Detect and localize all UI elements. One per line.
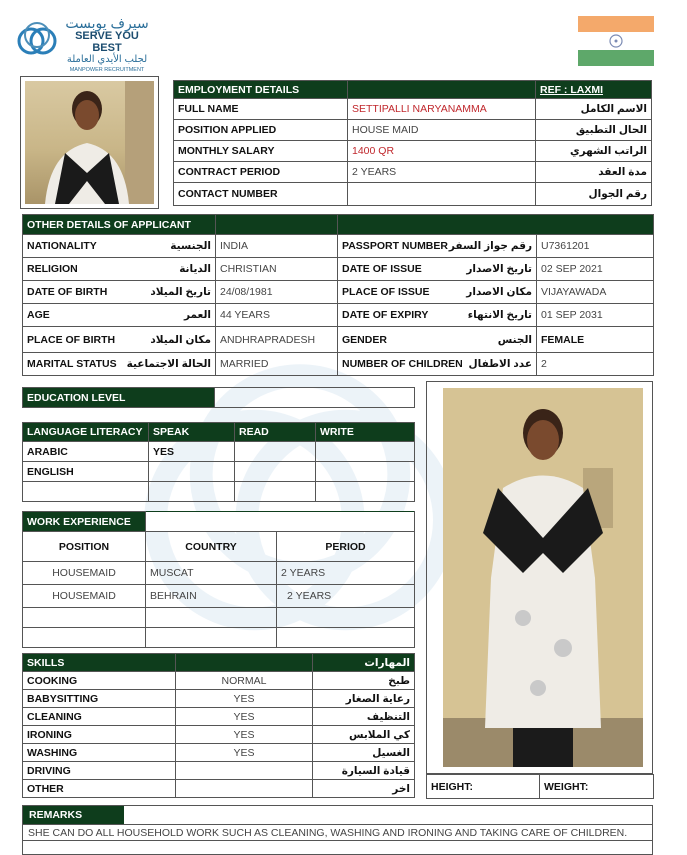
skill-label: COOKING [23, 672, 176, 690]
other-label-2: NUMBER OF CHILDREN [342, 358, 463, 370]
value-monthly-salary: 1400 QR [348, 141, 536, 162]
language-read [235, 442, 316, 462]
language-row [23, 442, 415, 462]
work-position [23, 608, 146, 628]
work-column-header: PERIOD [277, 532, 415, 562]
other-value: 44 YEARS [216, 304, 338, 327]
other-label-2: DATE OF EXPIRY [342, 309, 429, 321]
work-row [23, 585, 415, 608]
other-label-ar: مكان الميلاد [150, 333, 211, 346]
other-label: AGE [27, 309, 50, 321]
work-position: HOUSEMAID [23, 562, 146, 585]
other-details-row [23, 304, 654, 327]
skill-row [23, 708, 415, 726]
language-header: WRITE [316, 423, 415, 442]
other-value: INDIA [216, 235, 338, 258]
skill-row [23, 762, 415, 780]
weight-label: WEIGHT: [540, 775, 654, 799]
skill-label: WASHING [23, 744, 176, 762]
other-label: RELIGION [27, 263, 78, 275]
applicant-photo-small [20, 76, 159, 209]
other-details-row [23, 327, 654, 353]
skills-header-ar: المهارات [313, 654, 415, 672]
skill-row [23, 780, 415, 798]
other-label-cell-2 [338, 281, 537, 304]
education-table [22, 387, 415, 408]
work-period: 2 YEARS [277, 562, 415, 585]
language-speak [149, 482, 235, 502]
other-label-2-ar: مكان الاصدار [466, 286, 532, 298]
language-read [235, 462, 316, 482]
other-label-ar: الحالة الاجتماعية [126, 358, 211, 370]
other-details-header: OTHER DETAILS OF APPLICANT [23, 215, 216, 235]
language-header: LANGUAGE LITERACY [23, 423, 149, 442]
skill-value: YES [176, 726, 313, 744]
skill-label: IRONING [23, 726, 176, 744]
language-row [23, 462, 415, 482]
other-value-2: 02 SEP 2021 [537, 258, 654, 281]
other-label-2-ar: تاريخ الاصدار [466, 263, 532, 275]
other-label-cell [23, 304, 216, 327]
other-details-row [23, 235, 654, 258]
remarks-header: REMARKS [23, 806, 124, 824]
logo-arabic-sub: لجلب الأيدي العاملة [66, 54, 148, 65]
other-label-cell [23, 353, 216, 376]
skill-label-ar: اخر [313, 780, 415, 798]
other-label-cell [23, 327, 216, 353]
other-label-ar: العمر [183, 309, 211, 321]
other-label-2-ar: رقم جواز السفر [448, 240, 532, 252]
ar-contract-period: مدة العقد [536, 162, 652, 183]
ar-contact-number: رقم الجوال [536, 183, 652, 206]
skills-table [22, 653, 415, 798]
work-position [23, 628, 146, 648]
work-country [146, 608, 277, 628]
skill-label-ar: التنظيف [313, 708, 415, 726]
language-name: ARABIC [23, 442, 149, 462]
ar-full-name: الاسم الكامل [536, 99, 652, 120]
other-details-row [23, 281, 654, 304]
skill-row [23, 690, 415, 708]
employment-header: EMPLOYMENT DETAILS [174, 81, 348, 99]
language-write [316, 482, 415, 502]
other-value: CHRISTIAN [216, 258, 338, 281]
work-column-header: POSITION [23, 532, 146, 562]
skill-label-ar: طبخ [313, 672, 415, 690]
value-full-name: SETTIPALLI NARYANAMMA [348, 99, 536, 120]
other-label-ar: تاريخ الميلاد [150, 286, 211, 298]
work-period: 2 YEARS [277, 585, 415, 608]
language-name [23, 482, 149, 502]
other-label-cell-2 [338, 304, 537, 327]
label-contract-period: CONTRACT PERIOD [174, 162, 348, 183]
other-label-2: PLACE OF ISSUE [342, 286, 430, 298]
skill-row [23, 744, 415, 762]
skill-value [176, 780, 313, 798]
work-row [23, 608, 415, 628]
other-label-ar: الجنسية [170, 240, 211, 252]
skill-row [23, 726, 415, 744]
value-position-applied: HOUSE MAID [348, 120, 536, 141]
other-label-cell-2 [338, 353, 537, 376]
other-details-row [23, 353, 654, 376]
skill-value: YES [176, 708, 313, 726]
skill-value: NORMAL [176, 672, 313, 690]
ar-monthly-salary: الراتب الشهري [536, 141, 652, 162]
employment-details-table [173, 80, 652, 206]
work-position: HOUSEMAID [23, 585, 146, 608]
language-write [316, 442, 415, 462]
skill-row [23, 672, 415, 690]
other-label-2: PASSPORT NUMBER [342, 240, 448, 252]
language-speak: YES [149, 442, 235, 462]
language-read [235, 482, 316, 502]
language-table [22, 422, 415, 502]
work-row [23, 628, 415, 648]
other-label-ar: الديانة [179, 263, 211, 275]
skill-value [176, 762, 313, 780]
work-period [277, 608, 415, 628]
skill-value: YES [176, 744, 313, 762]
logo-knot-icon [14, 18, 60, 64]
other-label: PLACE OF BIRTH [27, 333, 116, 346]
other-label: MARITAL STATUS [27, 358, 117, 370]
other-details-row [23, 258, 654, 281]
label-full-name: FULL NAME [174, 99, 348, 120]
label-contact-number: CONTACT NUMBER [174, 183, 348, 206]
other-label-2-ar: عدد الاطفال [468, 358, 532, 370]
other-label-cell [23, 281, 216, 304]
other-value-2: 2 [537, 353, 654, 376]
skill-label-ar: قيادة السيارة [313, 762, 415, 780]
work-row [23, 562, 415, 585]
value-contract-period: 2 YEARS [348, 162, 536, 183]
skill-label: OTHER [23, 780, 176, 798]
other-label-2-ar: الجنس [497, 333, 532, 346]
other-details-table [22, 214, 654, 376]
label-monthly-salary: MONTHLY SALARY [174, 141, 348, 162]
height-label: HEIGHT: [427, 775, 540, 799]
other-label-cell [23, 258, 216, 281]
skills-header: SKILLS [23, 654, 176, 672]
other-label-2-ar: تاريخ الانتهاء [467, 309, 532, 321]
work-country: BEHRAIN [146, 585, 277, 608]
remarks-section [22, 805, 653, 855]
skill-label-ar: كي الملابس [313, 726, 415, 744]
other-value-2: FEMALE [537, 327, 654, 353]
education-header: EDUCATION LEVEL [23, 388, 215, 408]
skill-label: BABYSITTING [23, 690, 176, 708]
other-label-2: GENDER [342, 333, 387, 346]
language-speak [149, 462, 235, 482]
logo-arabic: سيرف يوبست [65, 15, 149, 31]
skill-label: DRIVING [23, 762, 176, 780]
other-value-2: U7361201 [537, 235, 654, 258]
logo-name: SERVE YOU BEST [75, 30, 139, 54]
other-label-cell-2 [338, 235, 537, 258]
other-label-cell [23, 235, 216, 258]
india-flag [578, 16, 654, 66]
value-contact-number [348, 183, 536, 206]
skill-value: YES [176, 690, 313, 708]
other-value: MARRIED [216, 353, 338, 376]
language-name: ENGLISH [23, 462, 149, 482]
other-label: DATE OF BIRTH [27, 286, 108, 298]
logo-sub: MANPOWER RECRUITMENT [69, 67, 145, 73]
work-experience-table [22, 511, 415, 648]
remarks-text: SHE CAN DO ALL HOUSEHOLD WORK SUCH AS CLEANING, WASHING AND IRONING AND TAKING CARE OF CHILDREN. [23, 824, 652, 840]
company-logo [14, 14, 154, 73]
work-period [277, 628, 415, 648]
work-country: MUSCAT [146, 562, 277, 585]
skill-label-ar: رعاية الصغار [313, 690, 415, 708]
work-column-header: COUNTRY [146, 532, 277, 562]
language-row [23, 482, 415, 502]
work-country [146, 628, 277, 648]
other-label-cell-2 [338, 327, 537, 353]
other-label: NATIONALITY [27, 240, 97, 252]
skill-label: CLEANING [23, 708, 176, 726]
applicant-photo-full [426, 381, 653, 774]
label-position-applied: POSITION APPLIED [174, 120, 348, 141]
measurements-table [426, 774, 654, 799]
skill-label-ar: الغسيل [313, 744, 415, 762]
language-write [316, 462, 415, 482]
other-label-2: DATE OF ISSUE [342, 263, 422, 275]
other-label-cell-2 [338, 258, 537, 281]
other-value-2: 01 SEP 2031 [537, 304, 654, 327]
work-experience-header: WORK EXPERIENCE [23, 512, 146, 532]
education-value [215, 388, 415, 408]
ashoka-chakra-icon [609, 34, 623, 48]
other-value: ANDHRAPRADESH [216, 327, 338, 353]
ar-position-applied: الحال التطبيق [536, 120, 652, 141]
other-value: 24/08/1981 [216, 281, 338, 304]
ref-label: REF : LAXMI [536, 81, 652, 99]
language-header: READ [235, 423, 316, 442]
language-header: SPEAK [149, 423, 235, 442]
other-value-2: VIJAYAWADA [537, 281, 654, 304]
